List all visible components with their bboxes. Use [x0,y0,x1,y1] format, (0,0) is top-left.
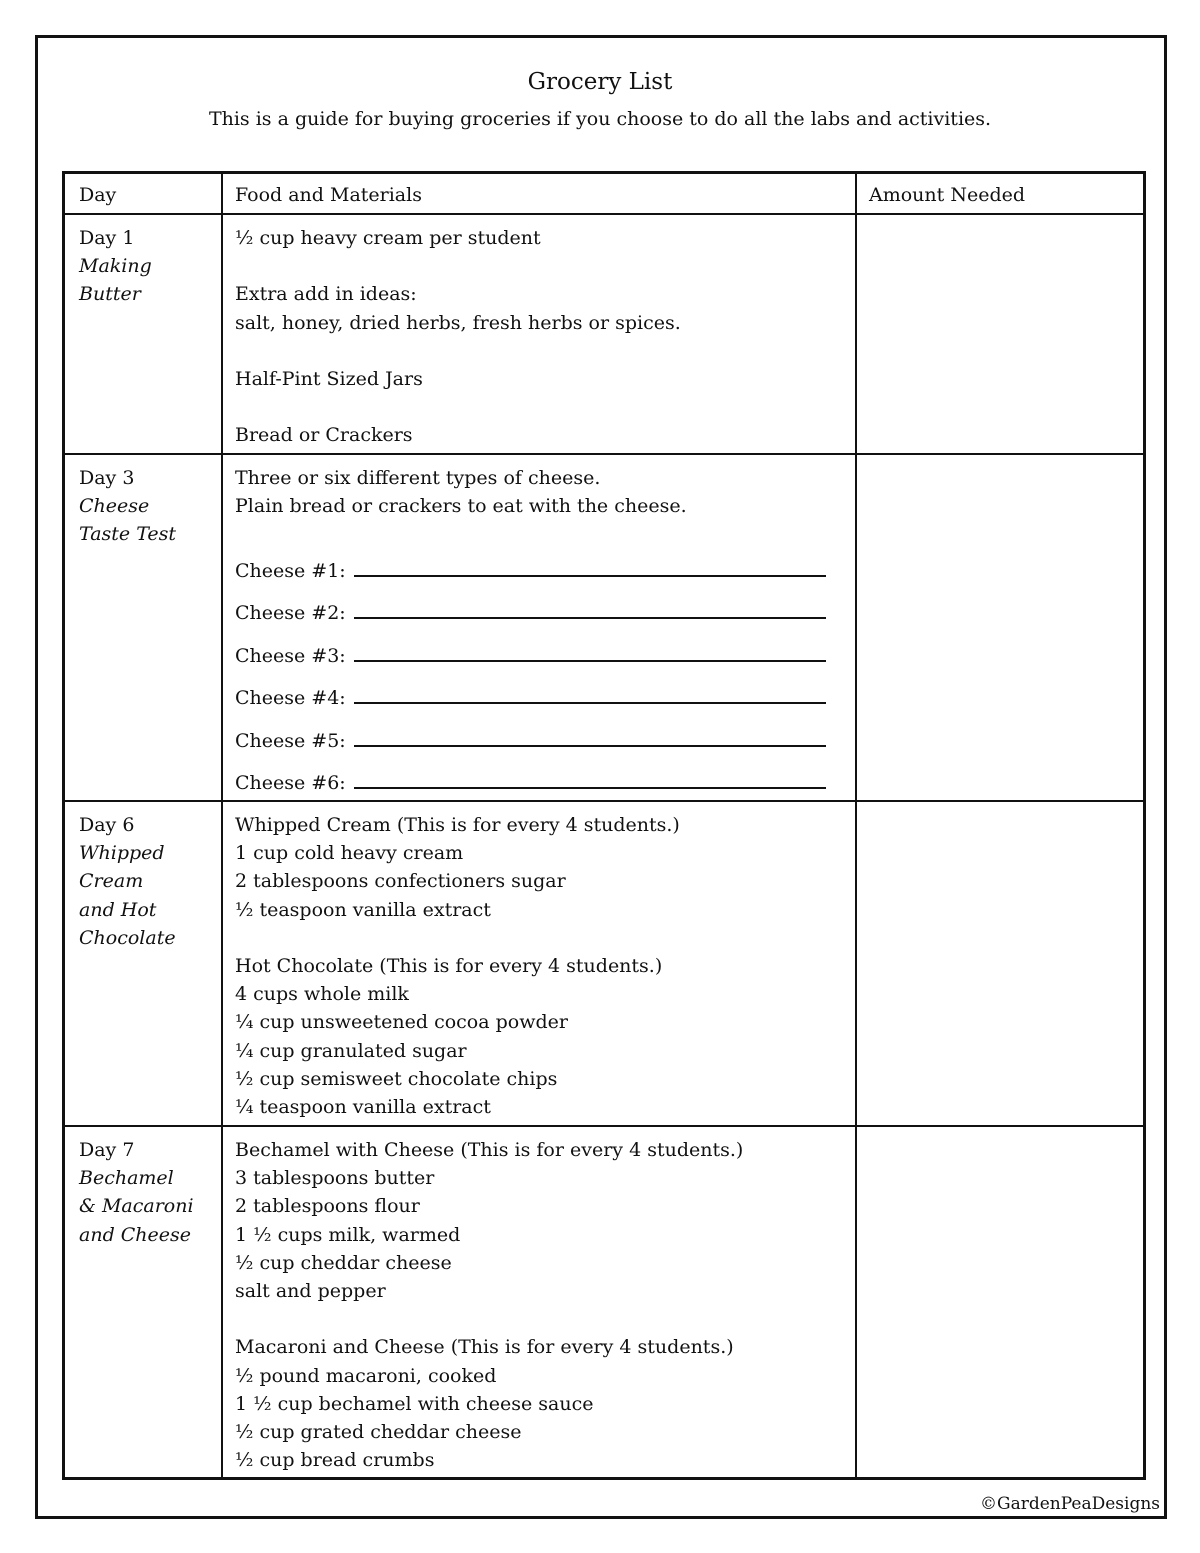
header-day: Day [79,184,117,206]
write-in-line[interactable] [354,769,826,789]
day-cell [79,811,176,952]
header-amount-needed: Amount Needed [869,184,1026,206]
cheese-blank-3[interactable] [235,642,826,670]
row-divider [62,800,1146,802]
cheese-blank-label: Cheese #4: [235,687,346,709]
food-item: ½ teaspoon vanilla extract [235,898,491,921]
activity-name: Making [79,255,152,278]
write-in-line[interactable] [354,684,826,704]
cheese-blank-2[interactable] [235,599,826,627]
food-item: ½ pound macaroni, cooked [235,1364,497,1387]
food-item: 4 cups whole milk [235,983,409,1006]
activity-name: Bechamel [79,1167,174,1190]
food-item: 1 cup cold heavy cream [235,842,464,865]
cheese-blank-6[interactable] [235,769,826,797]
activity-name: Cream [79,870,144,893]
food-item: salt, honey, dried herbs, fresh herbs or spices. [235,311,681,334]
food-item: ¼ cup granulated sugar [235,1039,467,1062]
write-in-line[interactable] [354,642,826,662]
food-item: 2 tablespoons flour [235,1195,420,1218]
day-label: Day 1 [79,227,135,249]
food-item: 2 tablespoons confectioners sugar [235,870,566,893]
food-cell [235,464,687,520]
cheese-blank-1[interactable] [235,557,826,585]
page-title: Grocery List [527,69,673,95]
food-item: Half-Pint Sized Jars [235,367,423,390]
write-in-line[interactable] [354,727,826,747]
recipe-heading: Bechamel with Cheese (This is for every 4 students.) [235,1139,744,1161]
food-cell [235,1136,743,1474]
cheese-blank-label: Cheese #2: [235,602,346,624]
cheese-blank-label: Cheese #6: [235,772,346,794]
food-item: Plain bread or crackers to eat with the cheese. [235,495,687,518]
day-label: Day 6 [79,814,135,836]
food-item: salt and pepper [235,1280,386,1303]
activity-name: Butter [79,283,141,306]
food-item: ½ cup cheddar cheese [235,1251,452,1274]
recipe-heading: Macaroni and Cheese (This is for every 4 students.) [235,1336,734,1359]
food-item: ½ cup bread crumbs [235,1449,435,1472]
recipe-heading: Hot Chocolate (This is for every 4 students.) [235,955,663,977]
food-item: Extra add in ideas: [235,283,417,306]
cheese-blank-4[interactable] [235,684,826,712]
day-label: Day 3 [79,467,135,489]
cheese-blank-label: Cheese #5: [235,730,346,752]
header-food-and-materials: Food and Materials [235,184,422,206]
food-item: Three or six different types of cheese. [235,467,601,489]
activity-name: Whipped [79,842,165,865]
food-item: ½ cup heavy cream per student [235,227,541,249]
food-item: 1 ½ cup bechamel with cheese sauce [235,1392,594,1415]
activity-name: and Hot [79,898,157,921]
column-divider [221,171,223,1480]
food-item: Bread or Crackers [235,424,413,447]
cheese-blank-label: Cheese #3: [235,645,346,667]
write-in-line[interactable] [354,557,826,577]
write-in-line[interactable] [354,599,826,619]
food-item: ½ cup grated cheddar cheese [235,1421,522,1444]
row-divider [62,1125,1146,1127]
food-item: ½ cup semisweet chocolate chips [235,1067,558,1090]
day-cell [79,224,152,309]
activity-name: and Cheese [79,1223,192,1246]
cheese-blank-label: Cheese #1: [235,560,346,582]
food-item: ¼ cup unsweetened cocoa powder [235,1011,568,1034]
row-divider [62,453,1146,455]
food-item: ¼ teaspoon vanilla extract [235,1096,491,1119]
food-item: 1 ½ cups milk, warmed [235,1223,461,1246]
activity-name: Chocolate [79,926,176,949]
activity-name: Taste Test [79,523,177,546]
food-item: 3 tablespoons butter [235,1167,435,1190]
recipe-heading: Whipped Cream (This is for every 4 students.) [235,814,680,836]
food-cell [235,224,681,450]
day-cell [79,1136,194,1249]
page-subtitle: This is a guide for buying groceries if you choose to do all the labs and activities. [208,108,992,130]
cheese-blank-5[interactable] [235,727,826,755]
column-divider [855,171,857,1480]
activity-name: & Macaroni [79,1195,194,1218]
day-cell [79,464,176,549]
day-label: Day 7 [79,1139,135,1161]
copyright-notice: ©GardenPeaDesigns [979,1494,1160,1514]
activity-name: Cheese [79,495,150,518]
row-divider [62,213,1146,215]
food-cell [235,811,680,1121]
